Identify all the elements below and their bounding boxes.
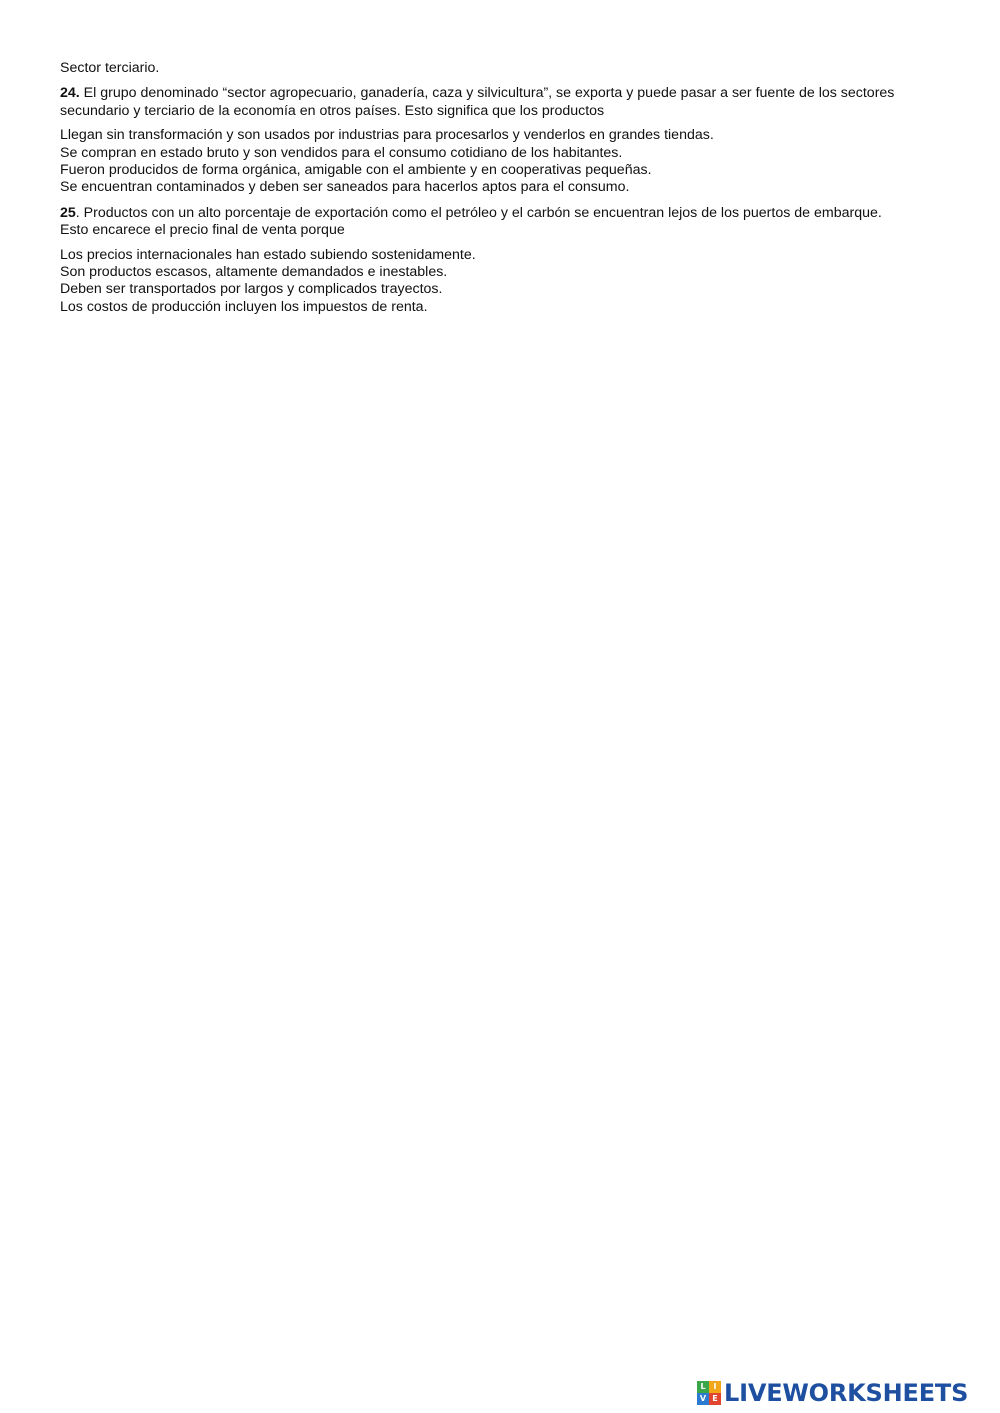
logo-mark-letter-i: I <box>709 1381 721 1393</box>
question-24 <box>60 85 950 196</box>
question-25 <box>60 205 950 316</box>
question-24-number: 24. <box>60 85 80 102</box>
question-25-option-d[interactable]: Los costos de producción incluyen los impuestos de renta. <box>60 298 428 315</box>
logo-mark-letter-v: V <box>697 1393 709 1405</box>
question-24-option-a[interactable]: Llegan sin transformación y son usados por industrias para procesarlos y venderlos en grandes tiendas. <box>60 127 714 144</box>
question-25-text-line1: . Productos con un alto porcentaje de exportación como el petróleo y el carbón se encuentran lejos de los puertos de embarque. <box>75 204 882 221</box>
question-25-options <box>60 247 950 317</box>
question-24-option-d[interactable]: Se encuentran contaminados y deben ser saneados para hacerlos aptos para el consumo. <box>60 179 630 196</box>
liveworksheets-logo-icon <box>697 1381 721 1405</box>
question-24-options <box>60 127 950 197</box>
question-25-text-line2: Esto encarece el precio final de venta porque <box>60 222 345 239</box>
liveworksheets-logo-text: LIVEWORKSHEETS <box>724 1379 969 1407</box>
question-24-option-b[interactable]: Se compran en estado bruto y son vendidos para el consumo cotidiano de los habitantes. <box>60 144 623 161</box>
question-24-text-line2: secundario y terciario de la economía en otros países. Esto significa que los productos <box>60 102 605 119</box>
question-24-text <box>60 85 950 120</box>
logo-mark-letter-l: L <box>697 1381 709 1393</box>
question-25-option-b[interactable]: Son productos escasos, altamente demandados e inestables. <box>60 264 448 281</box>
question-25-option-c[interactable]: Deben ser transportados por largos y complicados trayectos. <box>60 281 443 298</box>
question-25-option-a[interactable]: Los precios internacionales han estado subiendo sostenidamente. <box>60 246 476 263</box>
liveworksheets-logo <box>697 1378 968 1408</box>
intro-line: Sector terciario. <box>60 60 160 76</box>
worksheet-content <box>60 60 950 316</box>
question-25-text <box>60 205 950 240</box>
question-24-text-line1: El grupo denominado “sector agropecuario, ganadería, caza y silvicultura”, se exporta y puede pasar a ser fuente de los sectores <box>79 85 895 102</box>
question-25-number: 25 <box>60 204 76 221</box>
question-24-option-c[interactable]: Fueron producidos de forma orgánica, amigable con el ambiente y en cooperativas pequeñas. <box>60 162 652 179</box>
logo-mark-letter-e: E <box>709 1393 721 1405</box>
